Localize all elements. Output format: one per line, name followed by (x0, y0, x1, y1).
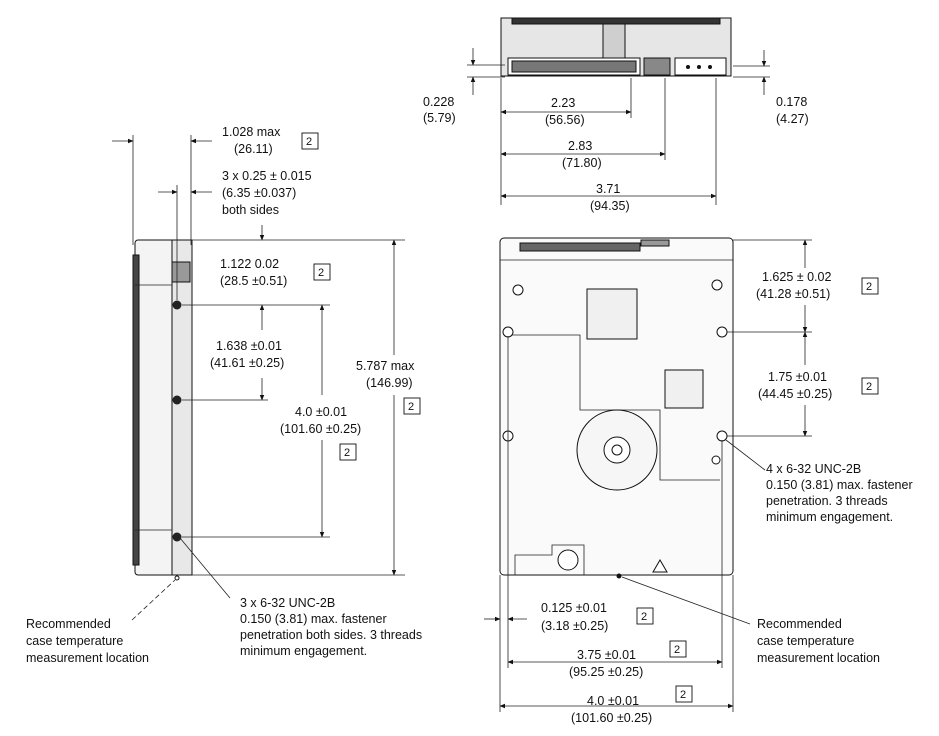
dim-0125 (541, 601, 653, 633)
dim-1028-in: 1.028 max (222, 125, 281, 139)
dim-5787-mm: (146.99) (366, 376, 413, 390)
dim-0228-in: 0.228 (423, 95, 455, 109)
bottom-screw-note (766, 462, 913, 524)
dim-0178-mm: (4.27) (776, 112, 809, 126)
ref-box-label: 2 (408, 401, 415, 413)
dim-0178-in: 0.178 (776, 95, 808, 109)
dim-40b (571, 686, 692, 725)
dim-0228 (423, 95, 456, 125)
dim-40-mm: (101.60 ±0.25) (280, 422, 362, 436)
dim-025-note: both sides (222, 203, 279, 217)
dim-1625 (756, 270, 878, 301)
top-view-drive-end (501, 18, 731, 76)
dim-1638-mm: (41.61 ±0.25) (210, 356, 285, 370)
ref-box-label: 2 (318, 267, 325, 279)
dim-283-in: 2.83 (568, 139, 593, 153)
dim-375-in: 3.75 ±0.01 (577, 648, 636, 662)
dim-1122-in: 1.122 0.02 (220, 257, 280, 271)
dim-0228-mm: (5.79) (423, 111, 456, 125)
dim-1122-mm: (28.5 ±0.51) (220, 274, 288, 288)
ref-box-label: 2 (866, 281, 873, 293)
dim-0178 (776, 95, 809, 126)
dim-175-in: 1.75 ±0.01 (768, 370, 827, 384)
bottom-temp-note-3: measurement location (757, 651, 880, 665)
dim-1028 (222, 125, 318, 156)
ref-box-label: 2 (674, 644, 681, 656)
side-temp-note-2: case temperature (26, 634, 124, 648)
dim-375 (569, 641, 686, 679)
side-temp-note-3: measurement location (26, 651, 149, 665)
ref-box-label: 2 (866, 381, 873, 393)
dim-5787 (356, 359, 420, 414)
side-screw-note-1: 3 x 6-32 UNC-2B (240, 596, 336, 610)
dim-175 (758, 370, 878, 401)
side-temp-note-1: Recommended (26, 617, 111, 631)
dim-371-in: 3.71 (596, 182, 621, 196)
dim-375-mm: (95.25 ±0.25) (569, 665, 644, 679)
bottom-temp-note-2: case temperature (757, 634, 855, 648)
side-screw-note-2: 0.150 (3.81) max. fastener (240, 612, 387, 626)
dim-1625-mm: (41.28 ±0.51) (756, 287, 831, 301)
ref-box-label: 2 (306, 136, 313, 148)
dim-025-mm: (6.35 ±0.037) (222, 186, 297, 200)
dim-40b-mm: (101.60 ±0.25) (571, 711, 653, 725)
side-screw-note (240, 596, 422, 658)
bottom-temp-note (757, 617, 880, 665)
side-view-drive (133, 240, 192, 580)
dim-1625-in: 1.625 ± 0.02 (762, 270, 832, 284)
side-screw-note-4: minimum engagement. (240, 644, 368, 658)
ref-box-label: 2 (344, 447, 351, 459)
dim-223 (545, 96, 585, 127)
dim-371 (590, 182, 630, 213)
dim-025 (222, 169, 312, 217)
dim-1638-in: 1.638 ±0.01 (216, 339, 282, 353)
dim-5787-in: 5.787 max (356, 359, 415, 373)
ref-box-label: 2 (641, 611, 648, 623)
dim-0125-in: 0.125 ±0.01 (541, 601, 607, 615)
bottom-screw-note-3: penetration. 3 threads (766, 494, 888, 508)
dim-223-in: 2.23 (551, 96, 576, 110)
bottom-screw-note-2: 0.150 (3.81) max. fastener (766, 478, 913, 492)
dim-223-mm: (56.56) (545, 113, 585, 127)
side-temp-note (26, 617, 149, 665)
dim-175-mm: (44.45 ±0.25) (758, 387, 833, 401)
dim-0125-mm: (3.18 ±0.25) (541, 619, 609, 633)
dim-025-in: 3 x 0.25 ± 0.015 (222, 169, 312, 183)
dim-1028-mm: (26.11) (234, 142, 273, 156)
bottom-screw-note-4: minimum engagement. (766, 510, 894, 524)
dim-40-in: 4.0 ±0.01 (295, 405, 348, 419)
ref-box-label: 2 (680, 689, 687, 701)
dim-1638 (210, 339, 284, 370)
side-screw-note-3: penetration both sides. 3 threads (240, 628, 423, 642)
dim-371-mm: (94.35) (590, 199, 630, 213)
dim-40b-in: 4.0 ±0.01 (587, 694, 640, 708)
bottom-screw-note-1: 4 x 6-32 UNC-2B (766, 462, 862, 476)
bottom-view-drive (500, 238, 733, 579)
dim-1122 (220, 257, 330, 288)
bottom-temp-note-1: Recommended (757, 617, 842, 631)
dim-283 (562, 139, 602, 170)
dim-283-mm: (71.80) (562, 156, 602, 170)
dim-40 (280, 405, 361, 460)
